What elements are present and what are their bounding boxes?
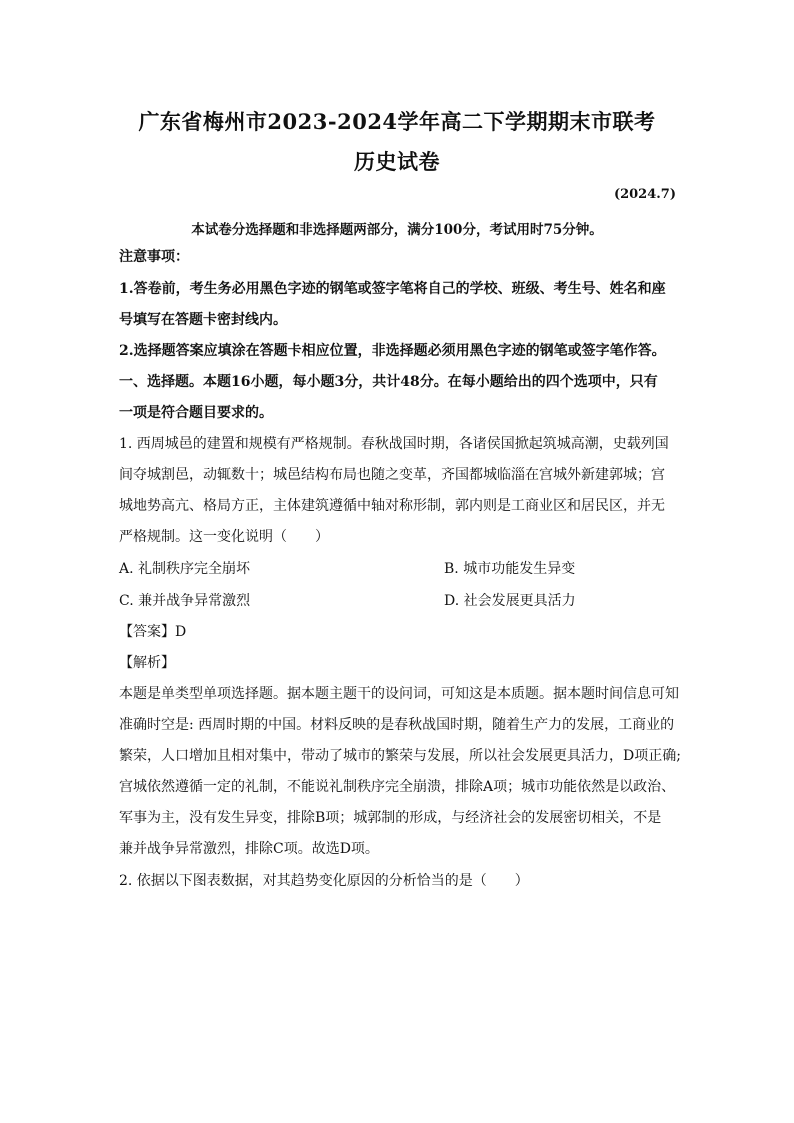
notes-item-1-line-1: 1.答卷前，考生务必用黑色字迹的钢笔或签字笔将自己的学校、班级、考生号、姓名和座 [119, 281, 666, 297]
question-1-option-b: B. 城市功能发生异变 [444, 561, 576, 577]
question-2-line: 2. 依据以下图表数据，对其趋势变化原因的分析恰当的是（ ） [119, 873, 529, 889]
question-1-analysis-heading: 【解析】 [119, 655, 175, 671]
question-1-option-a: A. 礼制秩序完全崩坏 [119, 561, 251, 577]
exam-intro: 本试卷分选择题和非选择题两部分，满分100分，考试用时75分钟。 [191, 222, 603, 238]
question-1-line-1: 1. 西周城邑的建置和规模有严格规制。春秋战国时期，各诸侯国掀起筑城高潮，史载列国 [119, 436, 669, 452]
question-1-analysis-line-3: 繁荣，人口增加且相对集中，带动了城市的繁荣与发展，所以社会发展更具活力，D项正确; [119, 748, 681, 764]
question-1-line-3: 城地势高亢、格局方正，主体建筑遵循中轴对称形制，郭内则是工商业区和居民区，并无 [119, 498, 665, 514]
question-1-analysis-line-6: 兼并战争异常激烈，排除C项。故选D项。 [119, 841, 379, 857]
notes-item-2: 2.选择题答案应填涂在答题卡相应位置，非选择题必须用黑色字迹的钢笔或签字笔作答。 [119, 343, 666, 359]
question-1-analysis-line-1: 本题是单类型单项选择题。据本题主题干的设问词，可知这是本质题。据本题时间信息可知 [119, 686, 679, 702]
exam-title: 广东省梅州市2023-2024学年高二下学期期末市联考 [138, 109, 656, 134]
exam-date: (2024.7) [613, 187, 676, 202]
notes-heading: 注意事项： [119, 249, 189, 265]
section-1-heading-line-1: 一、选择题。本题16小题，每小题3分，共计48分。在每小题给出的四个选项中，只有 [119, 374, 658, 390]
question-1-option-c: C. 兼并战争异常激烈 [119, 593, 251, 609]
question-1-line-4: 严格规制。这一变化说明（ ） [119, 529, 329, 545]
question-1-analysis-line-5: 军事为主，没有发生异变，排除B项；城郭制的形成，与经济社会的发展密切相关，不是 [119, 810, 662, 826]
exam-subtitle: 历史试卷 [354, 149, 440, 174]
question-1-answer: 【答案】D [119, 624, 187, 640]
section-1-heading-line-2: 一项是符合题目要求的。 [119, 405, 273, 421]
question-1-analysis-line-2: 准确时空是: 西周时期的中国。材料反映的是春秋战国时期，随着生产力的发展，工商业的 [119, 717, 675, 733]
notes-item-1-line-2: 号填写在答题卡密封线内。 [119, 312, 287, 328]
question-1-line-2: 间夺城割邑，动辄数十；城邑结构布局也随之变革，齐国都城临淄在宫城外新建郭城；宫 [119, 467, 665, 483]
question-1-analysis-line-4: 宫城依然遵循一定的礼制，不能说礼制秩序完全崩溃，排除A项；城市功能依然是以政治、 [119, 779, 676, 795]
question-1-option-d: D. 社会发展更具活力 [444, 593, 576, 609]
